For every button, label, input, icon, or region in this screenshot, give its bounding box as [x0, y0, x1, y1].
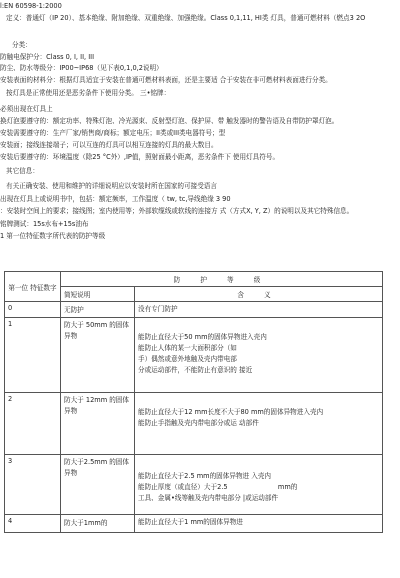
- table-row: [5, 515, 383, 533]
- marking-required-line: 必须出现在灯具上: [0, 105, 53, 113]
- table-row: [5, 318, 383, 393]
- digit-cell: 1: [5, 318, 61, 393]
- wiring-diagram-line: ：安装时空间上的要求；接线图；室内使用等；外部软缆线或软线的连接方 式（方式X, Y, Z）的说明以及其它特殊信息。: [0, 207, 354, 215]
- digit-cell: 3: [5, 455, 61, 515]
- post-installation-line: 安装后要遵守的：环境温度（除25 °C外）,IP值，照射面最小距离，恶劣条件下 使用灯具符号。: [0, 153, 280, 161]
- other-info-heading: 其它信息：: [6, 167, 39, 175]
- brief-cell: 防大于 12mm 的固体异物: [61, 393, 135, 455]
- meaning-cell: [135, 515, 383, 533]
- meaning-line: 能防止手指触及壳内带电部分或运 动部件: [138, 419, 259, 427]
- instructions-language-line: 有关正确安装、使用和维护的详细说明应以安装时所在国家的可接受语言: [6, 182, 217, 190]
- meaning-line: 手）偶然或意外地触及壳内带电部: [138, 355, 237, 363]
- brief-cell: 防大于 50mm 的固体异物: [61, 318, 135, 393]
- meaning-cell: [135, 302, 383, 318]
- meaning-line: 能防止直径大于1 mm的固体异物进: [138, 518, 243, 526]
- brief-description-header: 简短说明: [61, 287, 135, 302]
- digit-header: 第一位 特征数字: [5, 272, 61, 302]
- classification-heading: 分类：: [12, 41, 32, 49]
- protection-level-header: 防 护 等 级: [61, 272, 383, 287]
- table-row: [5, 455, 383, 515]
- meaning-line: 分或运动部件，不能防止有意识的 接近: [138, 366, 253, 374]
- meaning-line: 能防止直径大于2.5 mm的固体异物进 入壳内: [138, 472, 272, 480]
- meaning-line: 能防止厚度（或直径）大于2.5 mm的: [138, 483, 298, 491]
- lamp-replacement-line: 换灯泡要遵守的：额定功率、特殊灯泡、冷光源束、反射型灯泡、保护屏、带 触发器时的警告语及自带防护罩灯泡。: [0, 117, 339, 125]
- marking-test-line: 铭牌测试：15s水布+15s油布: [0, 220, 89, 228]
- meaning-line: 能防止直径大于50 mm的固体异物进入壳内: [138, 333, 267, 341]
- table-row: [5, 302, 383, 318]
- ip-rating-line: 防尘、防水等级分：IP00~IP68（见下表0,1,0,2说明）: [0, 64, 163, 72]
- table-row: [5, 393, 383, 455]
- protection-class-table: [4, 271, 383, 533]
- meaning-header: 含 义: [135, 287, 383, 302]
- mounting-surface-line: 安装表面的材料分：根据灯具适宜于安装在普通可燃材料表面，还是主要适 合于安装在非可燃材料表面进行分类。: [0, 76, 332, 84]
- table-header-row: [5, 272, 383, 287]
- definition-line: 定义：普通灯（IP 20）、基本绝缘、附加绝缘、双重绝缘、加强绝缘。Class 0,1,11, HI类 灯具，普通可燃材料（燃点3 2O: [6, 14, 366, 22]
- meaning-line: 能防止直径大于12 mm长度不大于80 mm的固体异物进入壳内: [138, 408, 324, 416]
- digit-cell: 2: [5, 393, 61, 455]
- meaning-line: 没有专门防护: [138, 305, 178, 313]
- standard-reference: l:EN 60598-1:2000: [0, 2, 62, 10]
- shock-protection-line: 防触电保护分：Class 0, I, II, III: [0, 53, 95, 61]
- rated-frequency-line: 出现在灯具上或说明书中，包括：额定频率，工作温度（ tw, tc,导线绝缘 3 90: [0, 195, 231, 203]
- meaning-cell: [135, 318, 383, 393]
- meaning-cell: [135, 393, 383, 455]
- brief-cell: 无防护: [61, 302, 135, 318]
- meaning-line: 能防止人体的某一大面积部分（如: [138, 344, 237, 352]
- meaning-line: 工具、金属•线等触及壳内带电部分 |或运动部件: [138, 494, 279, 502]
- installation-info-line: 安装需要遵守的：生产厂家/销售商/商标；额定电压；II类或III类电器符号；型: [0, 129, 226, 137]
- digit-cell: 0: [5, 302, 61, 318]
- table-subheader-row: [5, 287, 383, 302]
- meaning-cell: [135, 455, 383, 515]
- usage-condition-line: 按灯具是正常使用还是恶劣条件下使用分类。 三•铭牌：: [6, 89, 171, 97]
- terminal-line: 安装面；接线连接端子；可以互连的灯具可以相互连接的灯具的最大数目。: [0, 141, 218, 149]
- digit-cell: 4: [5, 515, 61, 533]
- brief-cell: 防大于2.5mm 的固体异物: [61, 455, 135, 515]
- brief-cell: 防大于1mm的: [61, 515, 135, 533]
- table-caption: 1 第一位特征数字所代表的防护等级: [0, 232, 106, 240]
